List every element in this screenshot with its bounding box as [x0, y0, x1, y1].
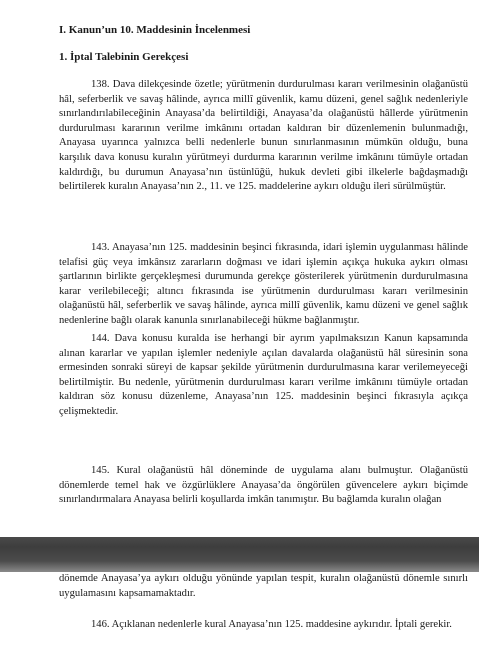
paragraph-138: 138. Dava dilekçesinde özetle; yürütmenin durdurulması kararı verilmesinin olağanüstü hâl, seferberlik ve savaş hâlinde, ayrıca millî güvenlik, kamu düzeni, genel sağlık nedenleriyle sınırlandırılabileceğinin Anayasa’da belirtildiği, Anayasa’da olağanüstü hâllerde yürütmenin durdurulması kararının verilme imkânını ortadan kaldıran bir düzenlemenin bulunmadığı, Anayasa uyarınca yalnızca belli nedenlerle bunun sınırlanmasının mümkün olduğu, buna karşılık dava konusu kuralın yürütmeyi durdurma kararının verilme imkânını tümüyle ortadan kaldırdığı, bu durumun Anayasa’nın üstünlüğü, hukuk devleti gibi ilkelerle bağdaşmadığı belirtilerek kuralın Anayasa’nın 2., 11. ve 125. maddelerine aykırı olduğu ileri sürülmüştür. — [59, 79, 468, 193]
paragraph-144: 144. Dava konusu kuralda ise herhangi bir ayrım yapılmaksızın Kanun kapsamında alınan kararlar ve yapılan işlemler nedeniyle açılan davalarda olağanüstü hâl süresinin sona ermesinden sonraki süreyi de kapsar şekilde yürütmenin durdurulmasına karar verilemeyeceği belirtilmiştir. Bu nedenle, yürütmenin durdurulması kararı verilme imkânını tümüyle ortadan kaldıran söz konusu düzenleme, Anayasa’nın 125. maddesinin beşinci fıkrasıyla açıkça çelişmektedir. — [59, 333, 468, 417]
paragraph-143: 143. Anayasa’nın 125. maddesinin beşinci fıkrasında, idari işlemin uygulanması hâlinde telafisi güç veya imkânsız zararların doğması ve idari işlemin açıkça hukuka aykırı olması şartlarının birlikte gerçekleşmesi durumunda gerekçe gösterilerek yürütmenin durdurulmasına karar verilebileceği; altıncı fıkrasında ise yürütmenin durdurulması kararı verilmesinin olağanüstü hâl, seferberlik ve savaş hâlinde, ayrıca millî güvenlik, kamu düzeni ve genel sağlık nedenlerine bağlı olarak kanunla sınırlanabileceği hükme bağlanmıştır. — [59, 242, 468, 326]
document-page-lower — [0, 572, 479, 665]
subsection-heading: 1. İptal Talebinin Gerekçesi — [59, 51, 189, 63]
paragraph-146: 146. Açıklanan nedenlerle kural Anayasa’nın 125. maddesine aykırıdır. İptali gerekir. — [91, 619, 452, 630]
section-heading: I. Kanun’un 10. Maddesinin İncelenmesi — [59, 24, 251, 36]
page-break-divider — [0, 537, 479, 572]
paragraph-145-continued: dönemde Anayasa’ya aykırı olduğu yönünde yapılan tespit, kuralın olağanüstü dönemle sınırlı uygulamasını kapsamamaktadır. — [59, 573, 468, 599]
paragraph-145: 145. Kural olağanüstü hâl döneminde de uygulama alanı bulmuştur. Olağanüstü dönemlerde temel hak ve özgürlüklere Anayasa’da öngörülen güvencelere aykırı biçimde sınırlandırmalara Anayasa belirli koşullarda imkân tanımıştır. Bu bağlamda kuralın olağan — [59, 465, 468, 506]
